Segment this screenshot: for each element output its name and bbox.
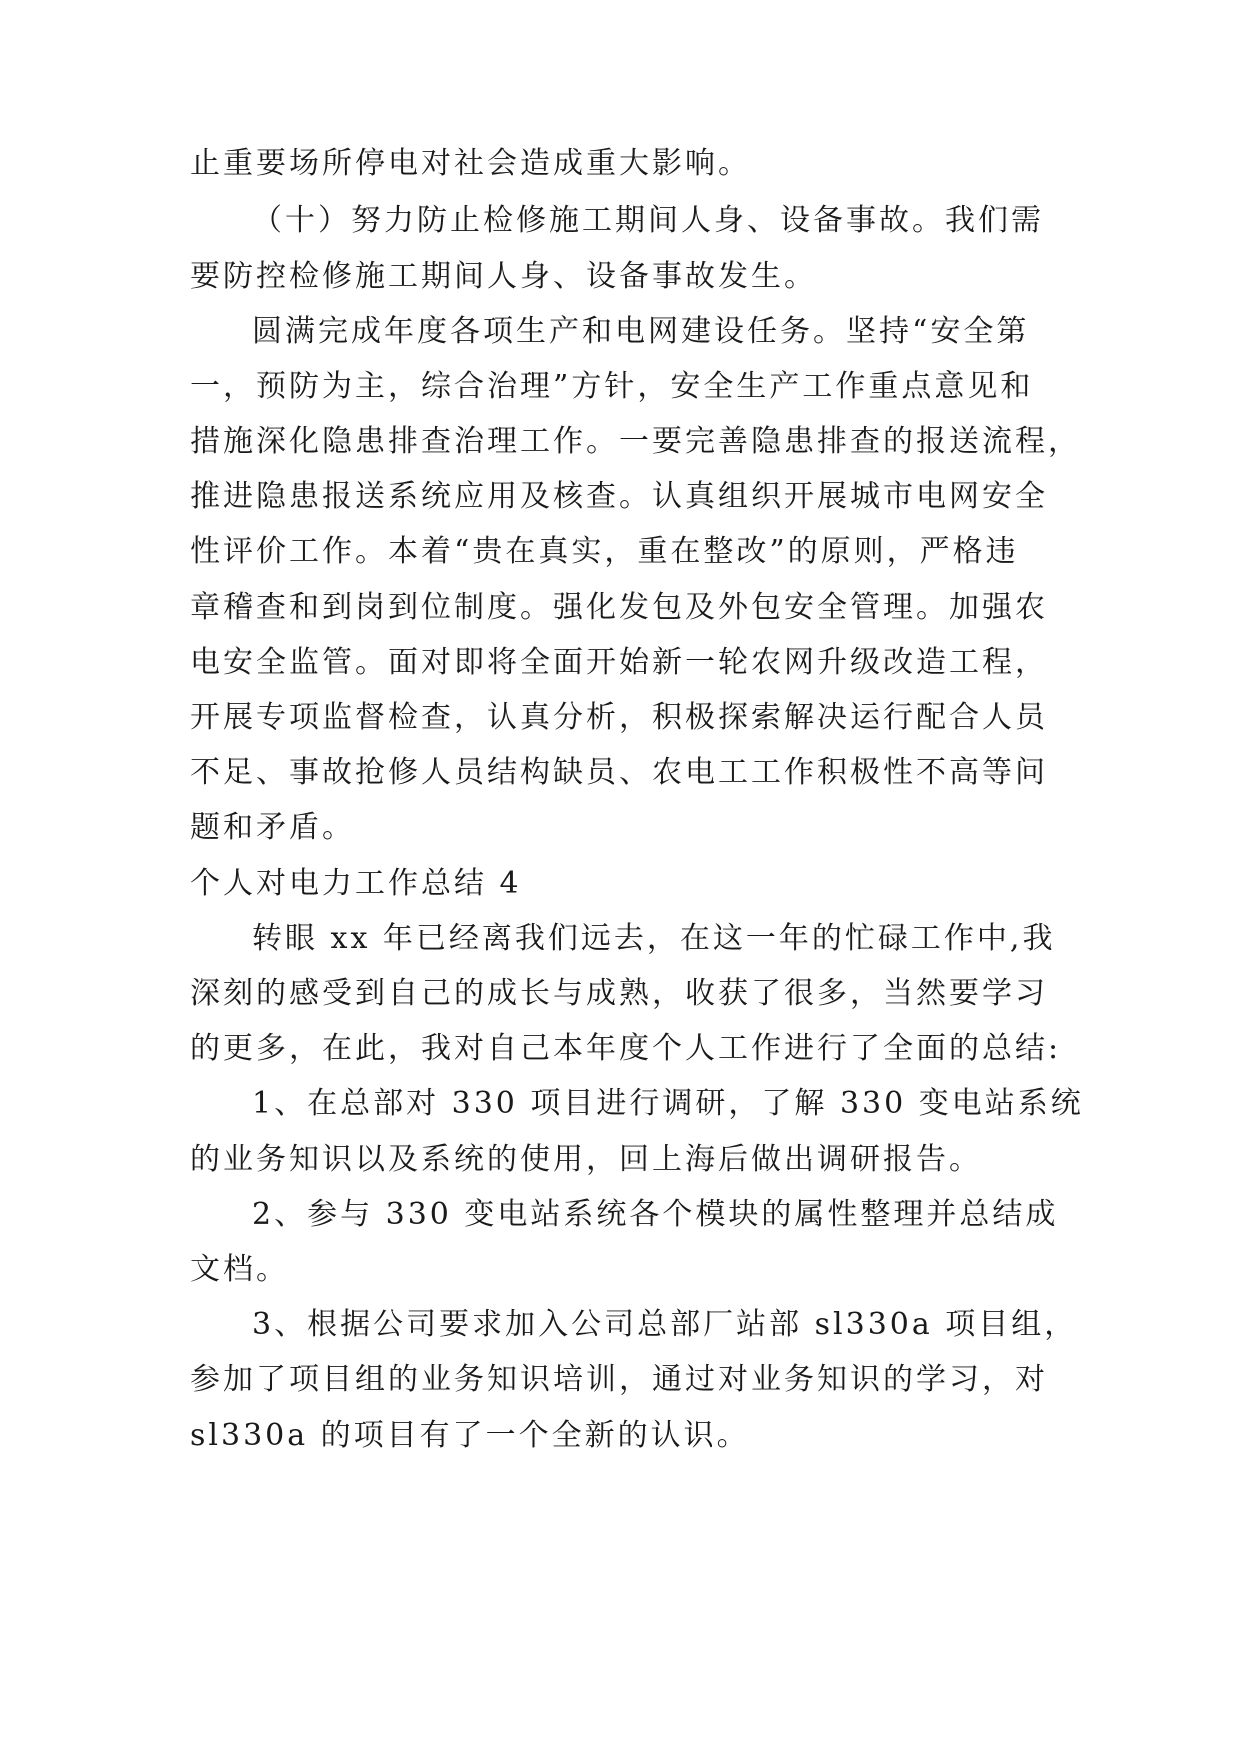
text-line: 章稽查和到岗到位制度。强化发包及外包安全管理。加强农	[190, 590, 1048, 625]
text-line: 参加了项目组的业务知识培训，通过对业务知识的学习，对	[190, 1362, 1048, 1397]
text-line: 深刻的感受到自己的成长与成熟，收获了很多，当然要学习	[190, 976, 1048, 1011]
paragraph-line: （十）努力防止检修施工期间人身、设备事故。我们需	[252, 203, 1044, 238]
text-line: 止重要场所停电对社会造成重大影响。	[190, 146, 751, 181]
section-heading: 个人对电力工作总结 4	[190, 866, 522, 901]
text-line: 要防控检修施工期间人身、设备事故发生。	[190, 259, 817, 294]
paragraph-line: 3、根据公司要求加入公司总部厂站部 sl330a 项目组，	[252, 1307, 1078, 1342]
paragraph-line: 转眼 xx 年已经离我们远去，在这一年的忙碌工作中,我	[252, 921, 1056, 956]
text-line: 措施深化隐患排查治理工作。一要完善隐患排查的报送流程，	[190, 424, 1081, 459]
text-line: 的业务知识以及系统的使用，回上海后做出调研报告。	[190, 1142, 982, 1177]
text-line: 的更多，在此，我对自己本年度个人工作进行了全面的总结:	[190, 1031, 1062, 1066]
paragraph-line: 1、在总部对 330 项目进行调研，了解 330 变电站系统	[252, 1086, 1084, 1121]
text-line: 电安全监管。面对即将全面开始新一轮农网升级改造工程，	[190, 645, 1048, 680]
text-line: sl330a 的项目有了一个全新的认识。	[190, 1418, 750, 1453]
text-line: 性评价工作。本着“贵在真实，重在整改”的原则，严格违	[190, 534, 1019, 569]
paragraph-line: 圆满完成年度各项生产和电网建设任务。坚持“安全第	[252, 314, 1030, 349]
text-line: 不足、事故抢修人员结构缺员、农电工工作积极性不高等问	[190, 755, 1048, 790]
text-line: 一，预防为主，综合治理”方针，安全生产工作重点意见和	[190, 369, 1034, 404]
text-line: 题和矛盾。	[190, 810, 355, 845]
text-line: 文档。	[190, 1252, 289, 1287]
text-line: 开展专项监督检查，认真分析，积极探索解决运行配合人员	[190, 700, 1048, 735]
text-line: 推进隐患报送系统应用及核查。认真组织开展城市电网安全	[190, 479, 1048, 514]
paragraph-line: 2、参与 330 变电站系统各个模块的属性整理并总结成	[252, 1197, 1059, 1232]
